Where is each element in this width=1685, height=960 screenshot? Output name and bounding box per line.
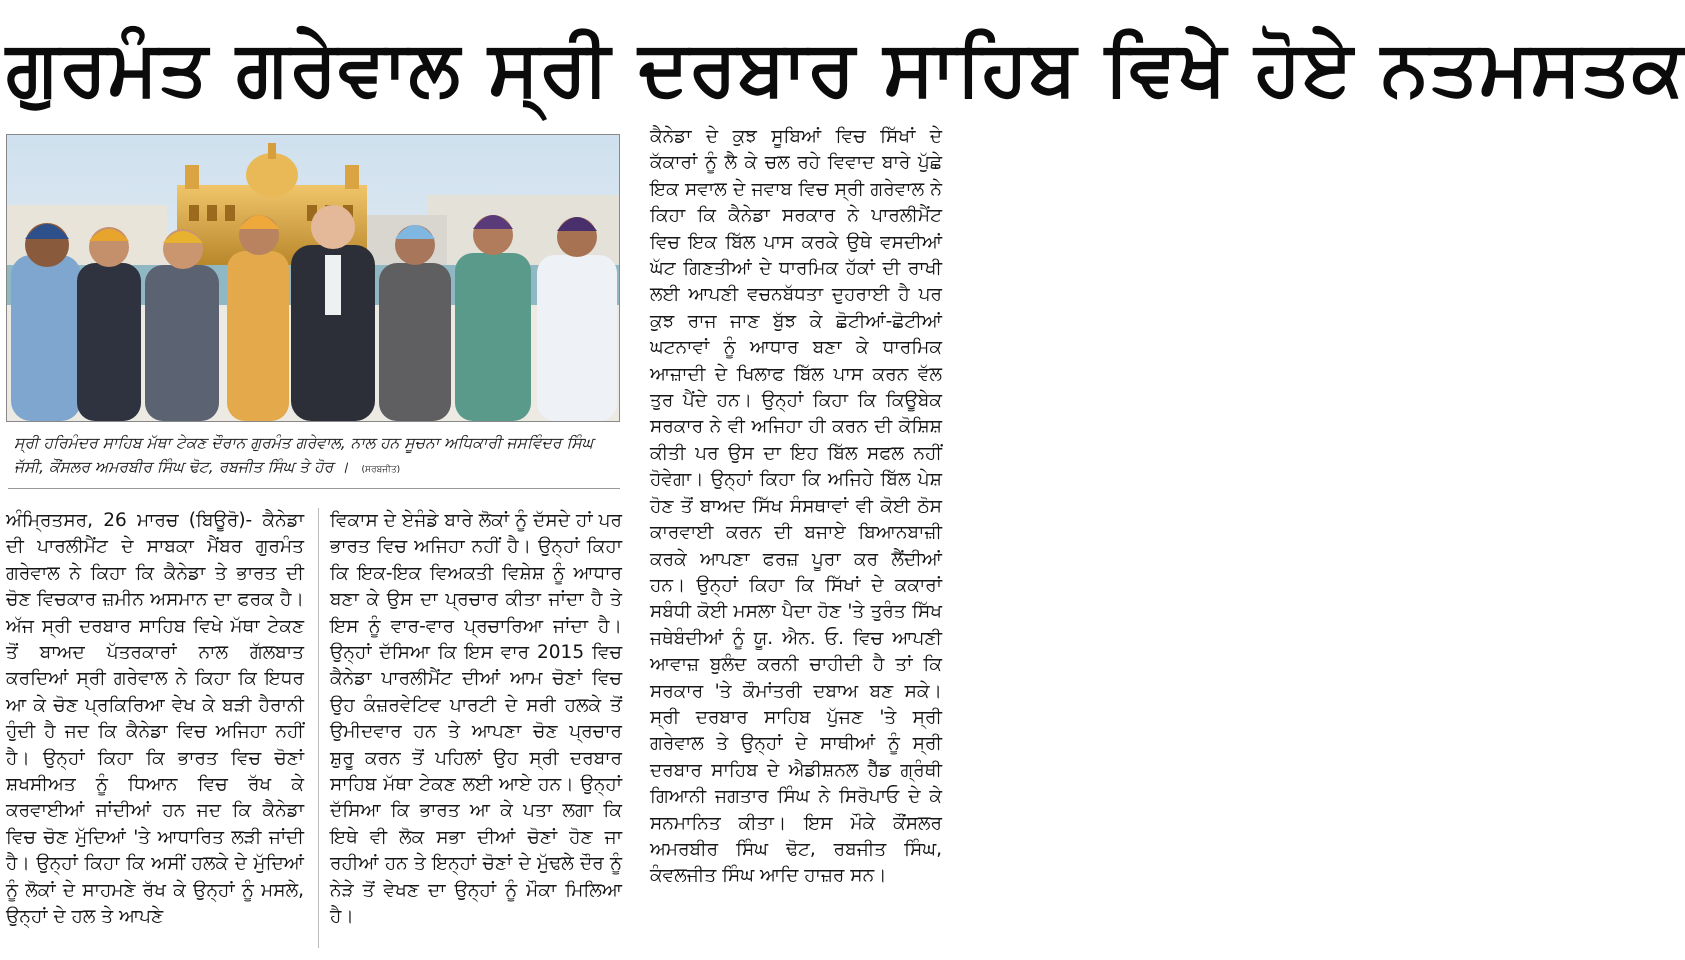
article-column-3 [650, 124, 942, 952]
photo-illustration [7, 135, 619, 421]
caption-divider [8, 488, 620, 489]
article-paragraph: ਵਿਕਾਸ ਦੇ ਏਜੰਡੇ ਬਾਰੇ ਲੋਕਾਂ ਨੂੰ ਦੱਸਦੇ ਹਾਂ ਪਰ ਭਾਰਤ ਵਿਚ ਅਜਿਹਾ ਨਹੀਂ ਹੈ। ਉਨ੍ਹਾਂ ਕਿਹਾ ਕਿ ਇਕ-ਇਕ ਵਿਅਕਤੀ ਵਿਸ਼ੇਸ਼ ਨੂੰ ਆਧਾਰ ਬਣਾ ਕੇ ਉਸ ਦਾ ਪ੍ਰਚਾਰ ਕੀਤਾ ਜਾਂਦਾ ਹੈ ਤੇ ਇਸ ਨੂੰ ਵਾਰ-ਵਾਰ ਪ੍ਰਚਾਰਿਆ ਜਾਂਦਾ ਹੈ। ਉਨ੍ਹਾਂ ਦੱਸਿਆ ਕਿ ਇਸ ਵਾਰ 2015 ਵਿਚ ਕੈਨੇਡਾ ਪਾਰਲੀਮੈਂਟ ਦੀਆਂ ਆਮ ਚੋਣਾਂ ਵਿਚ ਉਹ ਕੰਜ਼ਰਵੇਟਿਵ ਪਾਰਟੀ ਦੇ ਸਰੀ ਹਲਕੇ ਤੋਂ ਉਮੀਦਵਾਰ ਹਨ ਤੇ ਆਪਣਾ ਚੋਣ ਪ੍ਰਚਾਰ ਸ਼ੁਰੂ ਕਰਨ ਤੋਂ ਪਹਿਲਾਂ ਉਹ ਸ੍ਰੀ ਦਰਬਾਰ ਸਾਹਿਬ ਮੱਥਾ ਟੇਕਣ ਲਈ ਆਏ ਹਨ। ਉਨ੍ਹਾਂ ਦੱਸਿਆ ਕਿ ਭਾਰਤ ਆ ਕੇ ਪਤਾ ਲਗਾ ਕਿ ਇਥੇ ਵੀ ਲੋਕ ਸਭਾ ਦੀਆਂ ਚੋਣਾਂ ਹੋਣ ਜਾ ਰਹੀਆਂ ਹਨ ਤੇ ਇਨ੍ਹਾਂ ਚੋਣਾਂ ਦੇ ਮੁੱਢਲੇ ਦੌਰ ਨੂੰ ਨੇੜੇ ਤੋਂ ਵੇਖਣ ਦਾ ਉਨ੍ਹਾਂ ਨੂੰ ਮੌਕਾ ਮਿਲਿਆ ਹੈ। [330, 510, 622, 928]
news-photo [6, 134, 620, 422]
caption-text: ਸ੍ਰੀ ਹਰਿਮੰਦਰ ਸਾਹਿਬ ਮੱਥਾ ਟੇਕਣ ਦੌਰਾਨ ਗੁਰਮੰਤ ਗਰੇਵਾਲ, ਨਾਲ ਹਨ ਸੂਚਨਾ ਅਧਿਕਾਰੀ ਜਸਵਿੰਦਰ ਸਿੰਘ ਜੱਸੀ, ਕੌਂਸਲਰ ਅਮਰਬੀਰ ਸਿੰਘ ਢੋਟ, ਰਬਜੀਤ ਸਿੰਘ ਤੇ ਹੋਰ । [14, 434, 594, 476]
headline: ਗੁਰਮੰਤ ਗਰੇਵਾਲ ਸ੍ਰੀ ਦਰਬਾਰ ਸਾਹਿਬ ਵਿਖੇ ਹੋਏ ਨਤਮਸਤਕ [6, 23, 1685, 112]
article-column-1 [6, 508, 304, 950]
column-divider [318, 508, 319, 948]
article-column-2 [330, 508, 622, 950]
photo-credit: (ਸਰਬਜੀਤ) [361, 465, 401, 475]
article-paragraph: ਅੰਮ੍ਰਿਤਸਰ, 26 ਮਾਰਚ (ਬਿਊਰੋ)- ਕੈਨੇਡਾ ਦੀ ਪਾਰਲੀਮੈਂਟ ਦੇ ਸਾਬਕਾ ਮੈਂਬਰ ਗੁਰਮੰਤ ਗਰੇਵਾਲ ਨੇ ਕਿਹਾ ਕਿ ਕੈਨੇਡਾ ਤੇ ਭਾਰਤ ਦੀ ਚੋਣ ਵਿਚਕਾਰ ਜ਼ਮੀਨ ਅਸਮਾਨ ਦਾ ਫਰਕ ਹੈ।ਅੱਜ ਸ੍ਰੀ ਦਰਬਾਰ ਸਾਹਿਬ ਵਿਖੇ ਮੱਥਾ ਟੇਕਣ ਤੋਂ ਬਾਅਦ ਪੱਤਰਕਾਰਾਂ ਨਾਲ ਗੱਲਬਾਤ ਕਰਦਿਆਂ ਸ੍ਰੀ ਗਰੇਵਾਲ ਨੇ ਕਿਹਾ ਕਿ ਇਧਰ ਆ ਕੇ ਚੋਣ ਪ੍ਰਕਿਰਿਆ ਵੇਖ ਕੇ ਬੜੀ ਹੈਰਾਨੀ ਹੁੰਦੀ ਹੈ ਜਦ ਕਿ ਕੈਨੇਡਾ ਵਿਚ ਅਜਿਹਾ ਨਹੀਂ ਹੈ। ਉਨ੍ਹਾਂ ਕਿਹਾ ਕਿ ਭਾਰਤ ਵਿਚ ਚੋਣਾਂ ਸ਼ਖਸੀਅਤ ਨੂੰ ਧਿਆਨ ਵਿਚ ਰੱਖ ਕੇ ਕਰਵਾਈਆਂ ਜਾਂਦੀਆਂ ਹਨ ਜਦ ਕਿ ਕੈਨੇਡਾ ਵਿਚ ਚੋਣ ਮੁੱਦਿਆਂ 'ਤੇ ਆਧਾਰਿਤ ਲੜੀ ਜਾਂਦੀ ਹੈ। ਉਨ੍ਹਾਂ ਕਿਹਾ ਕਿ ਅਸੀਂ ਹਲਕੇ ਦੇ ਮੁੱਦਿਆਂ ਨੂੰ ਲੋਕਾਂ ਦੇ ਸਾਹਮਣੇ ਰੱਖ ਕੇ ਉਨ੍ਹਾਂ ਨੂੰ ਮਸਲੇ, ਉਨ੍ਹਾਂ ਦੇ ਹਲ ਤੇ ਆਪਣੇ [6, 510, 304, 928]
photo-caption [14, 431, 618, 482]
article-paragraph: ਕੈਨੇਡਾ ਦੇ ਕੁਝ ਸੂਬਿਆਂ ਵਿਚ ਸਿੱਖਾਂ ਦੇ ਕੱਕਾਰਾਂ ਨੂੰ ਲੈ ਕੇ ਚਲ ਰਹੇ ਵਿਵਾਦ ਬਾਰੇ ਪੁੱਛੇ ਇਕ ਸਵਾਲ ਦੇ ਜਵਾਬ ਵਿਚ ਸ੍ਰੀ ਗਰੇਵਾਲ ਨੇ ਕਿਹਾ ਕਿ ਕੈਨੇਡਾ ਸਰਕਾਰ ਨੇ ਪਾਰਲੀਮੈਂਟ ਵਿਚ ਇਕ ਬਿੱਲ ਪਾਸ ਕਰਕੇ ਉਥੇ ਵਸਦੀਆਂ ਘੱਟ ਗਿਣਤੀਆਂ ਦੇ ਧਾਰਮਿਕ ਹੱਕਾਂ ਦੀ ਰਾਖੀ ਲਈ ਆਪਣੀ ਵਚਨਬੱਧਤਾ ਦੁਹਰਾਈ ਹੈ ਪਰ ਕੁਝ ਰਾਜ ਜਾਣ ਬੁੱਝ ਕੇ ਛੋਟੀਆਂ-ਛੋਟੀਆਂ ਘਟਨਾਵਾਂ ਨੂੰ ਆਧਾਰ ਬਣਾ ਕੇ ਧਾਰਮਿਕ ਆਜ਼ਾਦੀ ਦੇ ਖਿਲਾਫ ਬਿੱਲ ਪਾਸ ਕਰਨ ਵੱਲ ਤੁਰ ਪੈਂਦੇ ਹਨ। ਉਨ੍ਹਾਂ ਕਿਹਾ ਕਿ ਕਿਊਬੇਕ ਸਰਕਾਰ ਨੇ ਵੀ ਅਜਿਹਾ ਹੀ ਕਰਨ ਦੀ ਕੋਸ਼ਿਸ਼ ਕੀਤੀ ਪਰ ਉਸ ਦਾ ਇਹ ਬਿੱਲ ਸਫਲ ਨਹੀਂ ਹੋਵੇਗਾ। ਉਨ੍ਹਾਂ ਕਿਹਾ ਕਿ ਅਜਿਹੇ ਬਿੱਲ ਪੇਸ਼ ਹੋਣ ਤੋਂ ਬਾਅਦ ਸਿੱਖ ਸੰਸਥਾਵਾਂ ਵੀ ਕੋਈ ਠੋਸ ਕਾਰਵਾਈ ਕਰਨ ਦੀ ਬਜਾਏ ਬਿਆਨਬਾਜ਼ੀ ਕਰਕੇ ਆਪਣਾ ਫਰਜ਼ ਪੂਰਾ ਕਰ ਲੈਂਦੀਆਂ ਹਨ। ਉਨ੍ਹਾਂ ਕਿਹਾ ਕਿ ਸਿੱਖਾਂ ਦੇ ਕਕਾਰਾਂ ਸਬੰਧੀ ਕੋਈ ਮਸਲਾ ਪੈਦਾ ਹੋਣ 'ਤੇ ਤੁਰੰਤ ਸਿੱਖ ਜਥੇਬੰਦੀਆਂ ਨੂੰ ਯੂ. ਐਨ. ਓ. ਵਿਚ ਆਪਣੀ ਆਵਾਜ਼ ਬੁਲੰਦ ਕਰਨੀ ਚਾਹੀਦੀ ਹੈ ਤਾਂ ਕਿ ਸਰਕਾਰ 'ਤੇ ਕੌਮਾਂਤਰੀ ਦਬਾਅ ਬਣ ਸਕੇ। ਸ੍ਰੀ ਦਰਬਾਰ ਸਾਹਿਬ ਪੁੱਜਣ 'ਤੇ ਸ੍ਰੀ ਗਰੇਵਾਲ ਤੇ ਉਨ੍ਹਾਂ ਦੇ ਸਾਥੀਆਂ ਨੂੰ ਸ੍ਰੀ ਦਰਬਾਰ ਸਾਹਿਬ ਦੇ ਐਡੀਸ਼ਨਲ ਹੈੱਡ ਗ੍ਰੰਥੀ ਗਿਆਨੀ ਜਗਤਾਰ ਸਿੰਘ ਨੇ ਸਿਰੋਪਾਓ ਦੇ ਕੇ ਸਨਮਾਨਿਤ ਕੀਤਾ। ਇਸ ਮੌਕੇ ਕੌਂਸਲਰ ਅਮਰਬੀਰ ਸਿੰਘ ਢੋਟ, ਰਬਜੀਤ ਸਿੰਘ, ਕੰਵਲਜੀਤ ਸਿੰਘ ਆਦਿ ਹਾਜ਼ਰ ਸਨ। [650, 126, 942, 887]
